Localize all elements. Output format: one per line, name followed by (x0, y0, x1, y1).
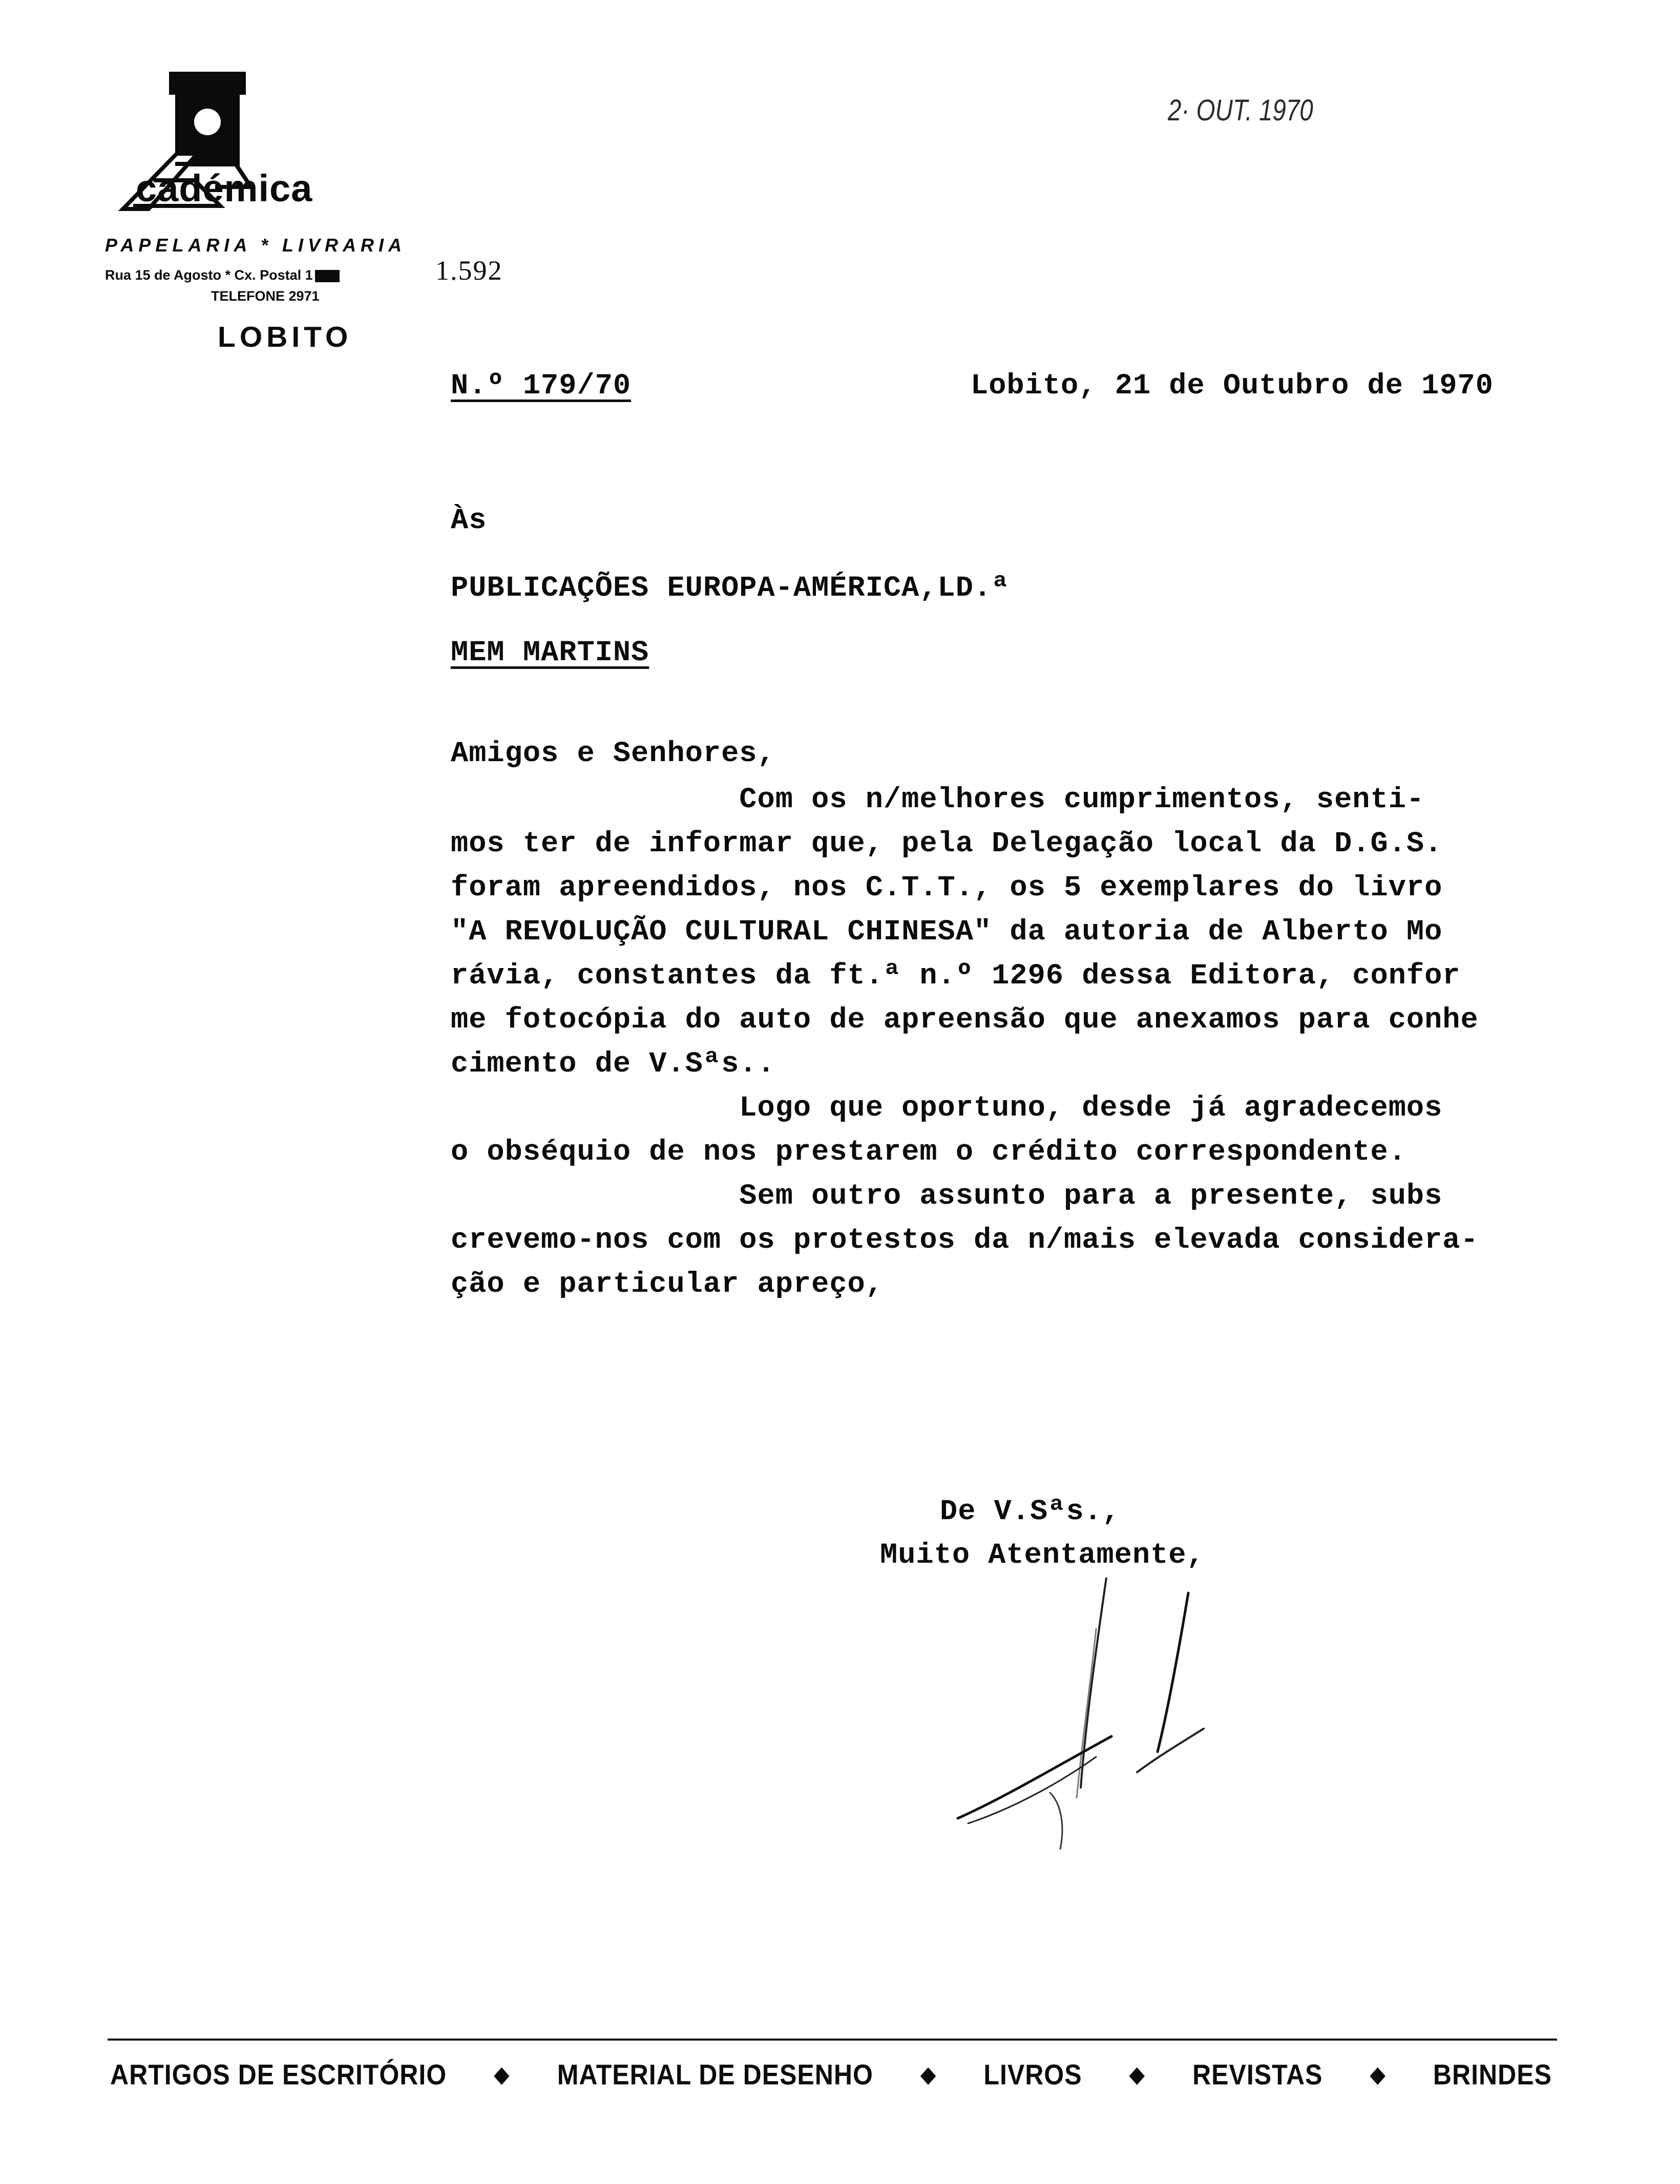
brand-name: cadémica (136, 167, 313, 209)
address-text: Rua 15 de Agosto * Cx. Postal 1 (105, 267, 313, 283)
po-box-number: 1.592 (435, 255, 503, 286)
date-line: Lobito, 21 de Outubro de 1970 (971, 370, 1494, 403)
handwritten-signature (942, 1578, 1270, 1864)
footer-item-drawing-material: MATERIAL DE DESENHO (557, 2059, 873, 2091)
greeting: Amigos e Senhores, (451, 738, 775, 770)
footer-bar (110, 2058, 1552, 2091)
body-line: me fotocópia do auto de apreensão que anexamos para conhe (451, 1004, 1479, 1037)
tagline: PAPELARIA * LIVRARIA (105, 235, 407, 256)
body-line: cimento de V.Sªs.. (451, 1048, 775, 1081)
body-line: crevemo-nos com os protestos da n/mais elevada considera- (451, 1224, 1479, 1257)
body-line: rávia, constantes da ft.ª n.º 1296 dessa Editora, confor (451, 960, 1461, 993)
recipient-company: PUBLICAÇÕES EUROPA-AMÉRICA,LD.ª (451, 572, 1010, 605)
city: LOBITO (218, 321, 352, 353)
recipient-location: MEM MARTINS (451, 637, 649, 669)
footer-item-office-supplies: ARTIGOS DE ESCRITÓRIO (110, 2059, 447, 2091)
phone: TELEFONE 2971 (211, 288, 320, 304)
footer-item-books: LIVROS (983, 2059, 1082, 2091)
reference-number: N.º 179/70 (451, 370, 632, 403)
footer-item-gifts: BRINDES (1433, 2059, 1552, 2091)
address (105, 267, 340, 283)
body-line: Sem outro assunto para a presente, subs (451, 1180, 1443, 1213)
letterhead (0, 0, 666, 369)
body-line: mos ter de informar que, pela Delegação local da D.G.S. (451, 828, 1443, 860)
footer-item-magazines: REVISTAS (1192, 2059, 1323, 2091)
closing-line-1: De V.Sªs., (940, 1496, 1121, 1528)
strikeout-mark (315, 270, 340, 282)
body-line: o obséquio de nos prestarem o crédito correspondente. (451, 1136, 1406, 1169)
diamond-icon: ◆ (920, 2062, 937, 2088)
diamond-icon: ◆ (1370, 2062, 1387, 2088)
footer-rule (108, 2039, 1557, 2041)
body-line: ção e particular apreço, (451, 1268, 884, 1301)
salutation-prefix: Às (451, 505, 487, 537)
diamond-icon: ◆ (1129, 2062, 1146, 2088)
body-line: foram apreendidos, nos C.T.T., os 5 exemplares do livro (451, 872, 1443, 905)
body-line: "A REVOLUÇÃO CULTURAL CHINESA" da autoria de Alberto Mo (451, 916, 1443, 949)
closing-line-2: Muito Atentamente, (880, 1539, 1205, 1572)
body-line: Logo que oportuno, desde já agradecemos (451, 1092, 1443, 1125)
received-date-stamp: 2· OUT. 1970 (1168, 94, 1313, 127)
diamond-icon: ◆ (494, 2062, 510, 2088)
body-line: Com os n/melhores cumprimentos, senti- (451, 784, 1425, 816)
